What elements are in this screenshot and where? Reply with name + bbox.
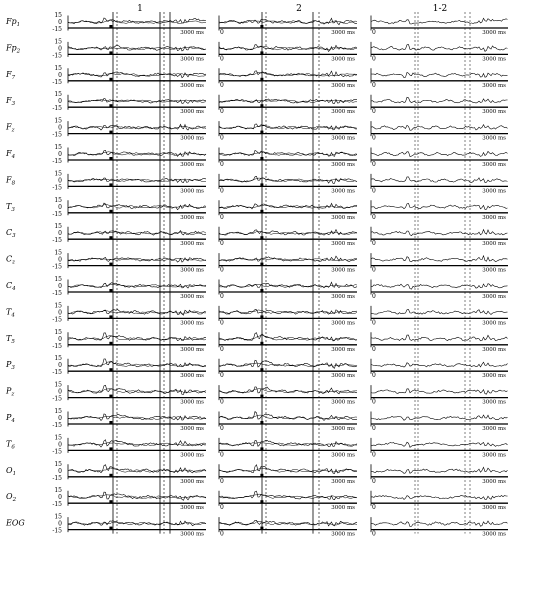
y-tick-zero: 0 — [58, 309, 62, 317]
x-end-label: 3000 ms — [331, 373, 355, 380]
x-end-label: 3000 ms — [482, 82, 506, 89]
x-zero-label: 0 — [220, 372, 224, 380]
x-zero-label: 0 — [220, 55, 224, 63]
x-end-label: 3000 ms — [331, 426, 355, 432]
waveform-trace — [68, 465, 206, 473]
waveform-trace — [68, 283, 206, 288]
channel-label: $O_2$ — [6, 492, 17, 504]
x-end-label: 3000 ms — [482, 267, 506, 274]
waveform-trace — [371, 151, 508, 156]
y-tick-zero: 0 — [58, 230, 62, 238]
y-tick-zero: 0 — [58, 203, 62, 211]
y-tick-zero: 0 — [58, 151, 62, 158]
x-end-label: 3000 ms — [482, 162, 506, 168]
waveform-trace — [371, 415, 508, 420]
channel-label: $Fp_2$ — [6, 43, 21, 55]
y-tick-top: 15 — [54, 12, 62, 19]
y-tick-zero: 0 — [58, 283, 62, 290]
y-tick-bottom: -15 — [52, 290, 62, 297]
x-zero-label: 0 — [372, 530, 376, 538]
waveform-trace — [68, 492, 206, 500]
y-tick-bottom: -15 — [52, 184, 62, 192]
significance-mark — [109, 368, 112, 371]
x-end-label: 3000 ms — [180, 294, 204, 300]
x-end-label: 3000 ms — [180, 531, 204, 538]
significance-mark — [109, 263, 112, 266]
y-tick-bottom: -15 — [52, 422, 62, 429]
waveform-trace — [68, 310, 206, 316]
x-end-label: 3000 ms — [331, 505, 355, 512]
x-end-label: 3000 ms — [180, 267, 204, 274]
y-tick-bottom: -15 — [52, 342, 62, 350]
waveform-trace — [371, 125, 508, 131]
waveform-trace — [371, 467, 508, 473]
y-tick-top: 15 — [54, 381, 62, 389]
y-tick-bottom: -15 — [52, 527, 62, 535]
y-tick-bottom: -15 — [52, 316, 62, 324]
y-tick-top: 15 — [54, 249, 62, 257]
x-zero-label: 0 — [372, 134, 376, 142]
channel-label: $P_3$ — [6, 360, 15, 372]
waveform-trace — [371, 256, 508, 262]
channel-label: $P_4$ — [6, 413, 15, 424]
x-zero-label: 0 — [372, 108, 376, 116]
significance-mark — [109, 447, 112, 450]
y-tick-zero: 0 — [58, 467, 62, 475]
x-zero-label: 0 — [372, 187, 376, 195]
y-tick-bottom: -15 — [52, 474, 62, 482]
waveform-trace — [219, 360, 357, 368]
waveform-trace — [68, 521, 206, 526]
waveform-trace — [219, 412, 357, 421]
waveform-trace — [371, 45, 508, 52]
x-end-label: 3000 ms — [180, 188, 204, 195]
x-zero-label: 0 — [372, 161, 376, 168]
y-tick-zero: 0 — [58, 177, 62, 185]
x-end-label: 3000 ms — [331, 531, 355, 538]
y-tick-top: 15 — [54, 196, 62, 204]
waveform-trace — [219, 310, 357, 315]
x-zero-label: 0 — [220, 161, 224, 168]
y-tick-bottom: -15 — [52, 237, 62, 245]
channel-label: $T_4$ — [6, 307, 15, 319]
x-zero-label: 0 — [220, 213, 224, 221]
y-tick-top: 15 — [54, 487, 62, 495]
waveform-trace — [371, 230, 508, 236]
x-end-label: 3000 ms — [331, 109, 355, 116]
x-zero-label: 0 — [372, 266, 376, 274]
x-end-label: 3000 ms — [482, 531, 506, 538]
y-tick-top: 15 — [54, 64, 62, 72]
x-end-label: 3000 ms — [331, 188, 355, 195]
x-end-label: 3000 ms — [180, 241, 204, 248]
x-end-label: 3000 ms — [482, 478, 506, 485]
x-end-label: 3000 ms — [331, 320, 355, 327]
x-end-label: 3000 ms — [331, 162, 355, 168]
x-end-label: 3000 ms — [482, 399, 506, 406]
x-zero-label: 0 — [372, 81, 376, 89]
waveform-trace — [371, 18, 508, 24]
x-zero-label: 0 — [372, 293, 376, 300]
y-tick-bottom: -15 — [52, 78, 62, 86]
channel-label: EOG — [6, 518, 25, 528]
waveform-trace — [219, 99, 357, 103]
y-tick-bottom: -15 — [52, 26, 62, 33]
significance-mark — [109, 395, 112, 398]
significance-mark — [109, 421, 112, 424]
x-zero-label: 0 — [372, 398, 376, 406]
waveform-trace — [371, 442, 508, 447]
x-zero-label: 0 — [220, 134, 224, 142]
x-end-label: 3000 ms — [482, 241, 506, 248]
x-zero-label: 0 — [372, 345, 376, 353]
significance-mark — [109, 104, 112, 107]
y-tick-zero: 0 — [58, 124, 62, 132]
channel-label: $P_z$ — [6, 386, 15, 398]
waveform-trace — [219, 440, 357, 446]
channel-traces — [5, 12, 508, 538]
waveform-trace — [68, 178, 206, 183]
y-tick-top: 15 — [54, 434, 62, 442]
x-end-label: 3000 ms — [180, 82, 204, 89]
y-tick-top: 15 — [54, 38, 62, 46]
waveform-trace — [371, 203, 508, 209]
x-end-label: 3000 ms — [180, 373, 204, 380]
significance-mark — [109, 236, 112, 239]
x-end-label: 3000 ms — [482, 452, 506, 459]
waveform-trace — [371, 177, 508, 183]
y-tick-top: 15 — [54, 408, 62, 415]
waveform-trace — [219, 203, 357, 209]
x-zero-label: 0 — [220, 240, 224, 248]
y-tick-bottom: -15 — [52, 263, 62, 271]
x-zero-label: 0 — [220, 345, 224, 353]
y-tick-zero: 0 — [58, 256, 62, 264]
waveform-trace-secondary — [219, 231, 357, 235]
y-tick-zero: 0 — [58, 71, 62, 79]
waveform-trace — [68, 257, 206, 262]
x-zero-label: 0 — [220, 477, 224, 485]
x-end-label: 3000 ms — [180, 30, 204, 36]
x-zero-label: 0 — [372, 504, 376, 512]
waveform-trace — [219, 465, 357, 474]
x-end-label: 3000 ms — [180, 505, 204, 512]
significance-mark — [109, 527, 112, 530]
channel-label: $F_7$ — [6, 69, 16, 81]
significance-mark — [109, 78, 112, 81]
channel-label: $C_4$ — [6, 281, 16, 292]
significance-mark — [109, 289, 112, 292]
channel-label: $C_3$ — [6, 228, 16, 240]
channel-label: $T_5$ — [6, 333, 15, 345]
waveform-trace — [68, 440, 206, 447]
significance-mark — [109, 131, 112, 134]
x-zero-label: 0 — [372, 29, 376, 36]
x-end-label: 3000 ms — [180, 346, 204, 353]
y-tick-zero: 0 — [58, 494, 62, 502]
x-zero-label: 0 — [372, 240, 376, 248]
x-end-label: 3000 ms — [482, 109, 506, 116]
y-tick-bottom: -15 — [52, 131, 62, 139]
x-end-label: 3000 ms — [482, 320, 506, 327]
y-tick-bottom: -15 — [52, 395, 62, 403]
waveform-trace — [371, 389, 508, 394]
x-end-label: 3000 ms — [482, 214, 506, 221]
x-zero-label: 0 — [372, 213, 376, 221]
x-end-label: 3000 ms — [331, 214, 355, 221]
channel-label: $C_z$ — [6, 254, 16, 266]
channel-label: $T_6$ — [6, 439, 15, 451]
channel-label: $O_1$ — [6, 465, 17, 477]
waveform-trace — [371, 310, 508, 315]
x-zero-label: 0 — [372, 372, 376, 380]
x-end-label: 3000 ms — [331, 294, 355, 300]
x-end-label: 3000 ms — [331, 241, 355, 248]
channel-label: $F_4$ — [6, 149, 16, 160]
significance-mark — [109, 51, 112, 54]
x-zero-label: 0 — [220, 451, 224, 459]
x-end-label: 3000 ms — [180, 452, 204, 459]
x-end-label: 3000 ms — [180, 426, 204, 432]
x-zero-label: 0 — [220, 398, 224, 406]
x-zero-label: 0 — [220, 530, 224, 538]
x-end-label: 3000 ms — [482, 294, 506, 300]
waveform-trace — [371, 335, 508, 341]
column-title-1: 1 — [137, 4, 143, 14]
x-zero-label: 0 — [372, 319, 376, 327]
x-end-label: 3000 ms — [180, 214, 204, 221]
x-end-label: 3000 ms — [331, 82, 355, 89]
y-tick-zero: 0 — [58, 98, 62, 106]
x-end-label: 3000 ms — [482, 373, 506, 380]
x-zero-label: 0 — [372, 451, 376, 459]
x-end-label: 3000 ms — [482, 346, 506, 353]
x-end-label: 3000 ms — [180, 320, 204, 327]
x-end-label: 3000 ms — [180, 56, 204, 63]
waveform-trace-secondary — [219, 335, 357, 340]
y-tick-bottom: -15 — [52, 52, 62, 60]
waveform-trace — [68, 150, 206, 156]
significance-mark — [109, 157, 112, 160]
x-end-label: 3000 ms — [482, 188, 506, 195]
y-tick-bottom: -15 — [52, 210, 62, 218]
x-zero-label: 0 — [220, 29, 224, 36]
x-zero-label: 0 — [372, 477, 376, 485]
y-tick-top: 15 — [54, 223, 62, 231]
waveform-trace — [371, 521, 508, 527]
y-tick-zero: 0 — [58, 362, 62, 370]
y-tick-zero: 0 — [58, 45, 62, 53]
x-zero-label: 0 — [220, 108, 224, 116]
y-tick-zero: 0 — [58, 520, 62, 528]
significance-mark — [109, 500, 112, 503]
x-zero-label: 0 — [220, 319, 224, 327]
x-end-label: 3000 ms — [331, 267, 355, 274]
y-tick-zero: 0 — [58, 415, 62, 422]
waveform-trace-secondary — [68, 311, 206, 314]
waveform-trace — [219, 387, 357, 394]
waveform-trace-secondary — [219, 178, 357, 182]
x-zero-label: 0 — [372, 55, 376, 63]
y-tick-top: 15 — [54, 328, 62, 336]
channel-label: $F_3$ — [6, 96, 16, 108]
waveform-trace — [219, 491, 357, 500]
x-end-label: 3000 ms — [180, 478, 204, 485]
waveform-trace — [371, 97, 508, 103]
waveform-trace — [219, 333, 357, 341]
x-end-label: 3000 ms — [482, 135, 506, 142]
waveform-trace — [68, 203, 206, 210]
x-zero-label: 0 — [220, 504, 224, 512]
y-tick-bottom: -15 — [52, 501, 62, 509]
x-end-label: 3000 ms — [482, 426, 506, 432]
x-zero-label: 0 — [220, 425, 224, 432]
y-tick-bottom: -15 — [52, 448, 62, 456]
y-tick-bottom: -15 — [52, 105, 62, 113]
y-tick-bottom: -15 — [52, 369, 62, 377]
x-end-label: 3000 ms — [180, 135, 204, 142]
x-zero-label: 0 — [220, 266, 224, 274]
x-end-label: 3000 ms — [482, 30, 506, 36]
y-tick-bottom: -15 — [52, 158, 62, 165]
y-tick-top: 15 — [54, 302, 62, 310]
significance-mark — [109, 342, 112, 345]
y-tick-zero: 0 — [58, 388, 62, 396]
waveform-trace — [219, 282, 357, 288]
waveform-trace — [68, 18, 206, 24]
waveform-trace — [371, 362, 508, 367]
column-title-2: 2 — [296, 4, 302, 14]
y-tick-top: 15 — [54, 460, 62, 468]
y-tick-top: 15 — [54, 355, 62, 363]
channel-label: $F_8$ — [6, 175, 16, 187]
x-end-label: 3000 ms — [180, 399, 204, 406]
waveform-trace — [371, 495, 508, 499]
x-end-label: 3000 ms — [482, 56, 506, 63]
x-end-label: 3000 ms — [482, 505, 506, 512]
significance-mark — [109, 210, 112, 213]
x-end-label: 3000 ms — [331, 30, 355, 36]
x-end-label: 3000 ms — [331, 478, 355, 485]
y-tick-zero: 0 — [58, 19, 62, 26]
channel-label: $T_3$ — [6, 201, 15, 213]
waveform-trace-secondary — [68, 442, 206, 445]
x-zero-label: 0 — [372, 425, 376, 432]
y-tick-zero: 0 — [58, 441, 62, 449]
x-end-label: 3000 ms — [180, 109, 204, 116]
x-end-label: 3000 ms — [331, 346, 355, 353]
y-tick-top: 15 — [54, 170, 62, 178]
waveform-trace — [371, 284, 508, 290]
y-tick-zero: 0 — [58, 335, 62, 343]
channel-label: $Fp_1$ — [6, 17, 21, 28]
x-zero-label: 0 — [220, 293, 224, 300]
x-end-label: 3000 ms — [331, 56, 355, 63]
column-title-1-2: 1-2 — [432, 4, 448, 14]
significance-mark — [109, 474, 112, 477]
y-tick-top: 15 — [54, 117, 62, 125]
y-tick-top: 15 — [54, 513, 62, 521]
waveform-trace — [371, 72, 508, 77]
significance-mark — [109, 183, 112, 186]
significance-mark — [109, 315, 112, 318]
significance-mark — [109, 25, 112, 28]
x-end-label: 3000 ms — [331, 135, 355, 142]
x-end-label: 3000 ms — [331, 399, 355, 406]
x-end-label: 3000 ms — [331, 452, 355, 459]
channel-label: $F_z$ — [6, 122, 15, 134]
x-zero-label: 0 — [220, 187, 224, 195]
x-end-label: 3000 ms — [180, 162, 204, 168]
y-tick-top: 15 — [54, 144, 62, 151]
waveform-trace — [68, 359, 206, 367]
y-tick-top: 15 — [54, 91, 62, 99]
x-zero-label: 0 — [220, 81, 224, 89]
waveform-trace-secondary — [68, 362, 206, 367]
y-tick-top: 15 — [54, 276, 62, 283]
